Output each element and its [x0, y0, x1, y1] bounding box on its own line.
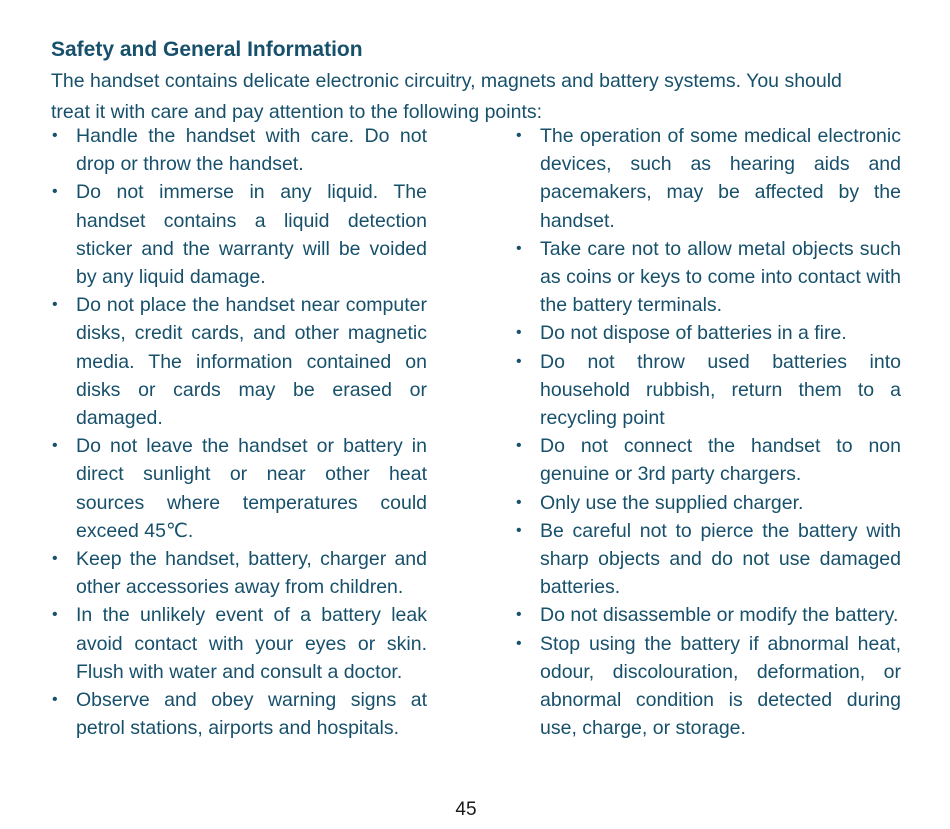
bullet-item: [515, 235, 901, 320]
bullet-icon: •: [52, 127, 58, 144]
bullet-text: The operation of some medical electronic devices, such as hearing aids and pacemakers, may be affected by the handset.: [540, 125, 901, 232]
bullet-text: Do not dispose of batteries in a fire.: [540, 322, 847, 345]
section-title: Safety and General Information: [51, 38, 363, 61]
bullet-item: [515, 517, 901, 602]
bullet-item: [515, 432, 901, 488]
bullet-text: Do not immerse in any liquid. The handset contains a liquid detection sticker and the warranty will be voided by any liquid damage.: [76, 181, 427, 289]
bullet-columns: [51, 122, 901, 742]
right-bullet-list: [515, 122, 901, 742]
bullet-icon: •: [516, 127, 522, 144]
bullet-icon: •: [516, 634, 522, 652]
bullet-item: [515, 630, 901, 743]
bullet-item: [515, 489, 901, 517]
bullet-icon: •: [52, 296, 58, 314]
bullet-item: [515, 319, 901, 347]
bullet-text: Do not leave the handset or battery in direct sunlight or near other heat sources where temperatures could exceed 45℃.: [76, 435, 427, 542]
bullet-item: [51, 545, 427, 601]
bullet-item: [51, 601, 427, 686]
bullet-item: [515, 601, 901, 629]
bullet-text: Only use the supplied charger.: [540, 491, 804, 514]
bullet-item: [51, 122, 427, 178]
intro-paragraph: The handset contains delicate electronic circuitry, magnets and battery systems. You should treat it with care and pay attention to the following points:: [51, 70, 842, 123]
bullet-icon: •: [516, 352, 522, 370]
bullet-text: Handle the handset with care. Do not drop or throw the handset.: [76, 125, 427, 176]
bullet-text: Be careful not to pierce the battery with sharp objects and do not use damaged batteries.: [540, 519, 901, 599]
bullet-icon: •: [52, 550, 58, 568]
bullet-icon: •: [516, 493, 522, 511]
bullet-icon: •: [516, 239, 522, 257]
bullet-icon: •: [516, 521, 522, 539]
bullet-icon: •: [52, 437, 58, 455]
bullet-icon: •: [52, 606, 58, 624]
bullet-icon: •: [52, 183, 58, 201]
bullet-item: [51, 178, 427, 291]
bullet-text: Do not disassemble or modify the battery.: [540, 604, 899, 627]
bullet-icon: •: [52, 691, 58, 709]
bullet-text: Do not place the handset near computer disks, credit cards, and other magnetic media. The information contained on disks or cards may be erased or damaged.: [76, 294, 427, 430]
bullet-text: Take care not to allow metal objects such as coins or keys to come into contact with the battery terminals.: [540, 237, 901, 317]
left-bullet-list: [51, 122, 427, 742]
bullet-icon: •: [516, 606, 522, 624]
bullet-item: [515, 348, 901, 433]
bullet-item: [515, 122, 901, 235]
bullet-icon: •: [516, 324, 522, 342]
bullet-text: Do not connect the handset to non genuine or 3rd party chargers.: [540, 435, 901, 486]
bullet-text: Do not throw used batteries into household rubbish, return them to a recycling point: [540, 350, 901, 430]
bullet-text: Observe and obey warning signs at petrol stations, airports and hospitals.: [76, 689, 427, 740]
bullet-text: In the unlikely event of a battery leak avoid contact with your eyes or skin. Flush with water and consult a doctor.: [76, 604, 427, 683]
bullet-item: [51, 291, 427, 432]
page-number: 45: [455, 799, 477, 820]
bullet-item: [51, 686, 427, 742]
bullet-text: Keep the handset, battery, charger and other accessories away from children.: [76, 548, 427, 599]
bullet-icon: •: [516, 437, 522, 455]
document-page: [51, 36, 901, 742]
bullet-item: [51, 432, 427, 545]
bullet-text: Stop using the battery if abnormal heat, odour, discolouration, deformation, or abnormal condition is detected during use, charge, or storage.: [540, 632, 901, 740]
